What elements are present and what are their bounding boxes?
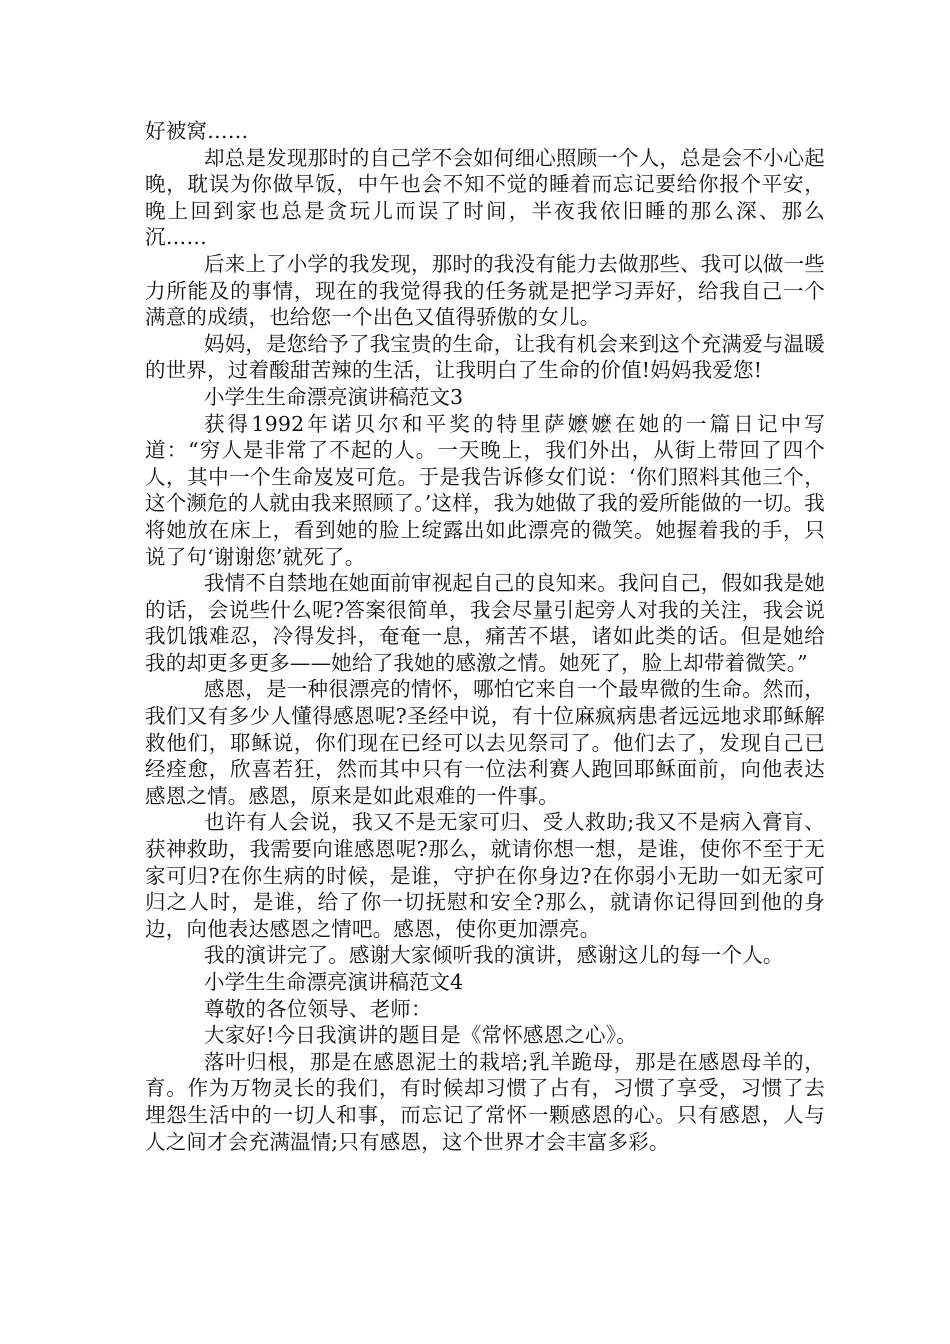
paragraph-continuation: 好被窝…… [145, 119, 249, 143]
paragraph-body: 后来上了小学的我发现，那时的我没有能力去做那些、我可以做一些力所能及的事情，现在的我觉得我的任务就是把学习弄好，给我自己一个满意的成绩，也给您一个出色又值得骄傲的女儿。 [145, 251, 825, 330]
paragraph-body: 获得1992年诺贝尔和平奖的特里萨嬷嬷在她的一篇日记中写道：“穷人是非常了不起的人。一天晚上，我们外出，从街上带回了四个人，其中一个生命岌岌可危。于是我告诉修女们说：‘你们照料其他三个，这个濒危的人就由我来照顾了。’这样，我为她做了我的爱所能做的一切。我将她放在床上，看到她的脸上绽露出如此漂亮的微笑。她握着我的手，只说了句‘谢谢您’就死了。 [145, 411, 825, 569]
salutation: 尊敬的各位领导、老师： [204, 996, 432, 1021]
document-page [145, 118, 825, 1155]
paragraph-body: 大家好!今日我演讲的题目是《常怀感恩之心》。 [204, 1023, 637, 1048]
paragraph-body: 感恩，是一种很漂亮的情怀，哪怕它来自一个最卑微的生命。然而，我们又有多少人懂得感恩呢?圣经中说，有十位麻疯病患者远远地求耶稣解救他们，耶稣说，你们现在已经可以去见祭司了。他们去了，发现自己已经痊愈，欣喜若狂，然而其中只有一位法利赛人跑回耶稣面前，向他表达感恩之情。感恩，原来是如此艰难的一件事。 [145, 677, 825, 808]
section-heading: 小学生生命漂亮演讲稿范文3 [204, 384, 464, 409]
section-heading: 小学生生命漂亮演讲稿范文4 [204, 970, 464, 994]
paragraph-body: 也许有人会说，我又不是无家可归、受人救助;我又不是病入膏肓、获神救助，我需要向谁感恩呢?那么，就请你想一想，是谁，使你不至于无家可归?在你生病的时候，是谁，守护在你身边?在你弱小无助一如无家可归之人时，是谁，给了你一切抚慰和安全?那么，就请你记得回到他的身边，向他表达感恩之情吧。感恩，使你更加漂亮。 [145, 810, 825, 941]
paragraph-body: 却总是发现那时的自己学不会如何细心照顾一个人，总是会不小心起晚，耽误为你做早饭，中午也会不知不觉的睡着而忘记要给你报个平安，晚上回到家也总是贪玩儿而误了时间，半夜我依旧睡的那么深、那么沉…… [145, 145, 825, 250]
paragraph-body: 我的演讲完了。感谢大家倾听我的演讲，感谢这儿的每一个人。 [204, 943, 784, 968]
paragraph-body: 妈妈，是您给予了我宝贵的生命，让我有机会来到这个充满爱与温暖的世界，过着酸甜苦辣的生活，让我明白了生命的价值!妈妈我爱您! [145, 331, 825, 383]
paragraph-body: 落叶归根，那是在感恩泥土的栽培;乳羊跪母，那是在感恩母羊的，育。作为万物灵长的我们，有时候却习惯了占有，习惯了享受，习惯了去埋怨生活中的一切人和事，而忘记了常怀一颗感恩的心。只有感恩，人与人之间才会充满温情;只有感恩，这个世界才会丰富多彩。 [145, 1049, 825, 1154]
paragraph-body: 我情不自禁地在她面前审视起自己的良知来。我问自己，假如我是她的话，会说些什么呢?答案很简单，我会尽量引起旁人对我的关注，我会说我饥饿难忍，冷得发抖，奄奄一息，痛苦不堪，诸如此类的话。但是她给我的却更多更多——她给了我她的感激之情。她死了，脸上却带着微笑。” [145, 571, 825, 675]
